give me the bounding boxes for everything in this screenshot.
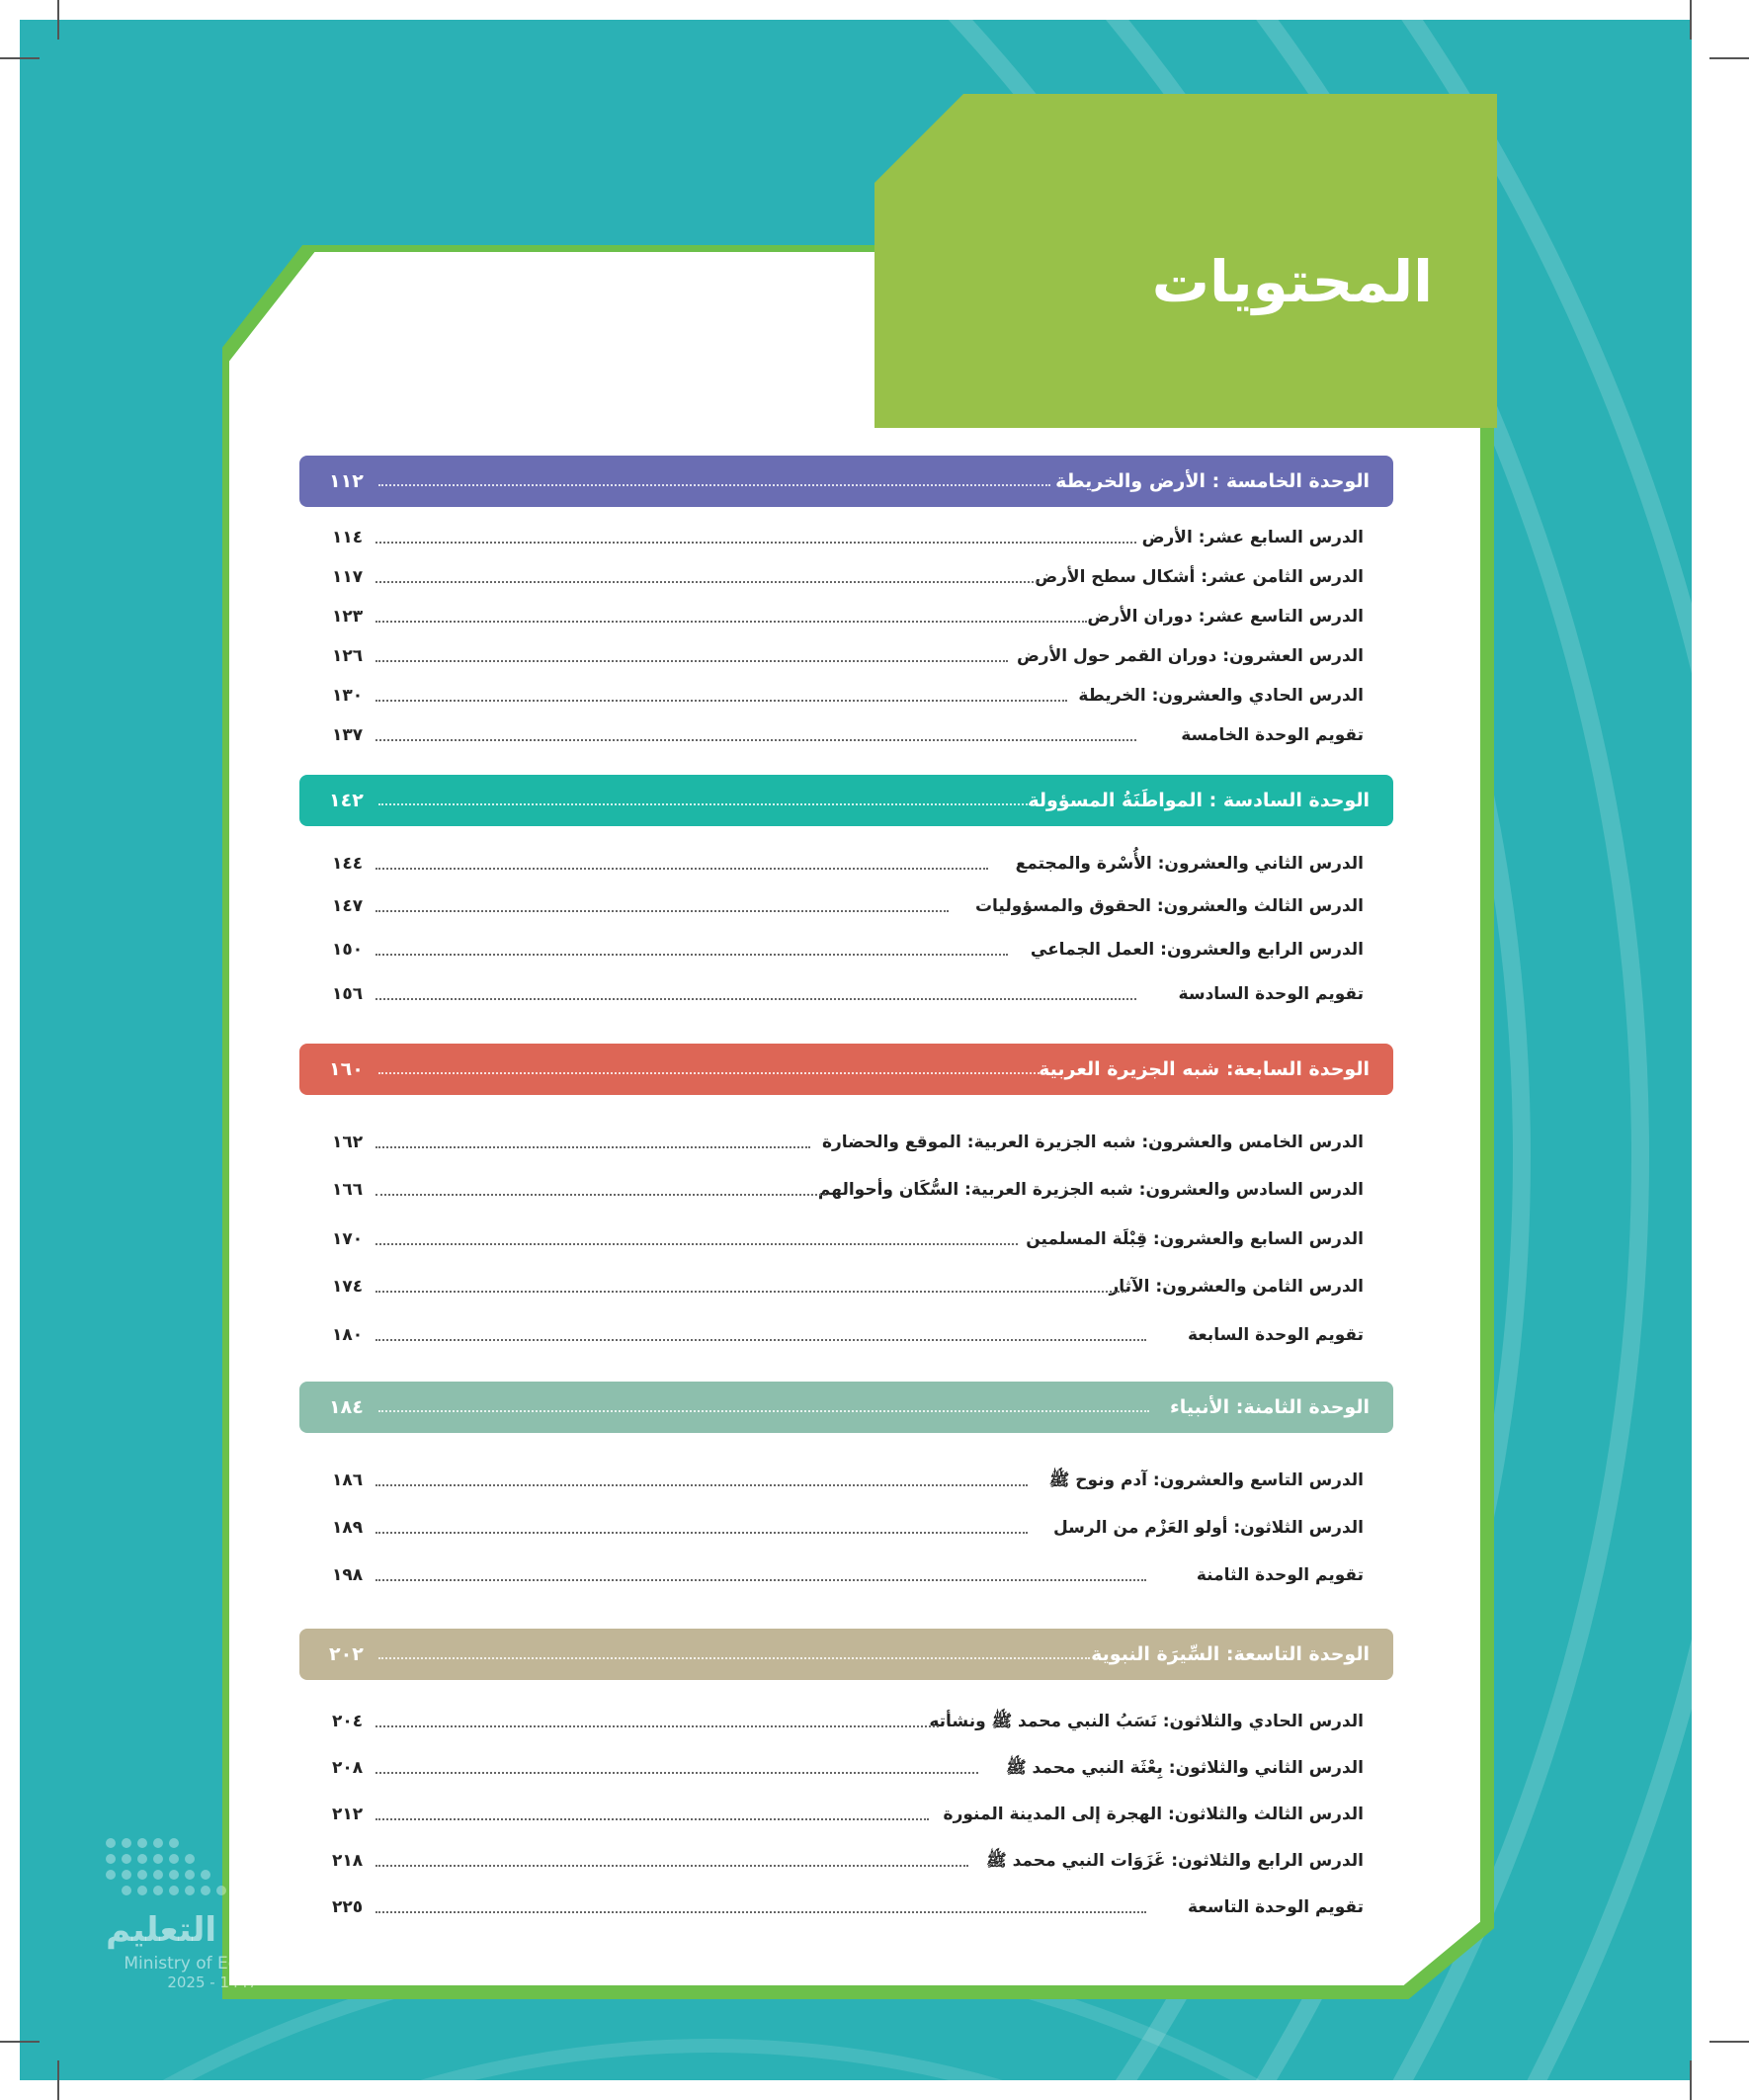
unit-title: الوحدة الثامنة: الأنبياء <box>1169 1396 1370 1418</box>
entry-page-number: ١٣٠ <box>332 686 364 706</box>
dot-leader <box>375 998 1136 1000</box>
entry-title: الدرس الرابع والعشرون: العمل الجماعي <box>1030 940 1364 960</box>
unit-header-6[interactable] <box>299 775 1393 826</box>
crop-mark <box>57 0 59 40</box>
entry-title: الدرس الرابع والثلاثون: غَزَوَات النبي محمد ﷺ <box>986 1851 1364 1871</box>
dot-leader <box>375 1146 810 1148</box>
toc-entry[interactable] <box>326 890 1364 922</box>
unit-title: الوحدة التاسعة: السِّيرَة النبوية <box>1091 1643 1370 1665</box>
ministry-dots-logo-icon <box>99 1823 326 1912</box>
entry-title: الدرس الثامن والعشرون: الآثار <box>1109 1277 1364 1297</box>
toc-entry[interactable] <box>326 561 1364 593</box>
unit-title: الوحدة السادسة : المواطَنَةُ المسؤولة <box>1028 790 1370 811</box>
dot-leader <box>378 803 1031 805</box>
entry-title: الدرس العشرون: دوران القمر حول الأرض <box>1016 646 1364 666</box>
entry-page-number: ١٥٦ <box>332 984 364 1004</box>
entry-page-number: ١٢٦ <box>332 646 364 666</box>
entry-title: الدرس الثاني والعشرون: الأُسْرة والمجتمع <box>1015 854 1364 874</box>
crop-mark <box>1709 57 1749 59</box>
crop-mark <box>1690 2060 1692 2100</box>
entry-title: الدرس السابع والعشرون: قِبْلَة المسلمين <box>1026 1229 1364 1249</box>
unit-page-number: ١١٢ <box>329 470 364 492</box>
entry-page-number: ١٥٠ <box>332 940 364 960</box>
entry-page-number: ٢٢٥ <box>332 1897 364 1917</box>
entry-title: الدرس التاسع عشر: دوران الأرض <box>1087 607 1364 627</box>
entry-page-number: ٢٠٤ <box>332 1712 364 1731</box>
dot-leader <box>375 739 1136 741</box>
dot-leader <box>378 1410 1149 1412</box>
toc-entry[interactable] <box>326 1752 1364 1784</box>
entry-page-number: ١٨٦ <box>332 1470 364 1490</box>
dot-leader <box>375 1291 1126 1293</box>
entry-page-number: ١٦٦ <box>332 1180 364 1200</box>
logo-english-text: Ministry of Education <box>124 1954 301 1974</box>
dot-leader <box>375 1484 1028 1486</box>
toc-entry[interactable] <box>326 1845 1364 1877</box>
toc-entry[interactable] <box>326 1706 1364 1737</box>
entry-title: تقويم الوحدة التاسعة <box>1188 1897 1364 1917</box>
toc-entry[interactable] <box>326 1127 1364 1158</box>
entry-title: الدرس التاسع والعشرون: آدم ونوح ﷺ <box>1048 1470 1364 1490</box>
dot-leader <box>375 542 1136 544</box>
dot-leader <box>375 1579 1146 1581</box>
entry-title: الدرس السابع عشر: الأرض <box>1141 528 1364 547</box>
toc-entry[interactable] <box>326 978 1364 1010</box>
entry-title: تقويم الوحدة السادسة <box>1178 984 1364 1004</box>
dot-leader <box>375 1911 1146 1913</box>
unit-header-7[interactable] <box>299 1044 1393 1095</box>
dot-leader <box>375 1532 1028 1534</box>
dot-leader <box>378 1072 1050 1074</box>
logo-year-text: 2025 - 1447 <box>167 1974 258 1991</box>
crop-mark <box>1709 2041 1749 2043</box>
entry-page-number: ١٨٩ <box>332 1518 364 1538</box>
entry-title: الدرس الثالث والثلاثون: الهجرة إلى المدينة المنورة <box>943 1805 1364 1824</box>
dot-leader <box>378 484 1050 486</box>
toc-entry[interactable] <box>326 1799 1364 1830</box>
toc-entry[interactable] <box>326 1319 1364 1351</box>
toc-entry[interactable] <box>326 934 1364 966</box>
unit-title: الوحدة الخامسة : الأرض والخريطة <box>1055 470 1370 492</box>
ministry-logo <box>99 1823 326 1991</box>
entry-title: تقويم الوحدة السابعة <box>1188 1325 1364 1345</box>
logo-arabic-text: وزارة التعليم <box>106 1910 319 1950</box>
entry-page-number: ٢١٨ <box>332 1851 364 1871</box>
entry-page-number: ١٤٤ <box>332 854 364 874</box>
toc-entry[interactable] <box>326 848 1364 880</box>
entry-title: الدرس الثاني والثلاثون: بِعْثَة النبي محمد ﷺ <box>1006 1758 1364 1778</box>
entry-page-number: ١٣٧ <box>332 725 364 745</box>
entry-title: تقويم الوحدة الخامسة <box>1181 725 1364 745</box>
entry-page-number: ١٩٨ <box>332 1565 364 1585</box>
crop-mark <box>57 2060 59 2100</box>
entry-page-number: ١٨٠ <box>332 1325 364 1345</box>
unit-title: الوحدة السابعة: شبه الجزيرة العربية <box>1039 1058 1370 1080</box>
entry-title: الدرس السادس والعشرون: شبه الجزيرة العربية: السُّكَان وأحوالهم <box>817 1180 1364 1200</box>
entry-page-number: ٢١٢ <box>332 1805 364 1824</box>
content-frame <box>222 245 1510 2002</box>
unit-header-9[interactable] <box>299 1629 1393 1680</box>
dot-leader <box>378 1657 1090 1659</box>
toc-entry[interactable] <box>326 601 1364 632</box>
dot-leader <box>375 1725 939 1727</box>
entry-title: الدرس الثامن عشر: أشكال سطح الأرض <box>1035 567 1364 587</box>
dot-leader <box>375 1865 968 1867</box>
toc-entry[interactable] <box>326 1559 1364 1591</box>
dot-leader <box>375 954 1008 956</box>
toc-entry[interactable] <box>326 719 1364 751</box>
unit-page-number: ١٤٢ <box>329 790 364 811</box>
crop-mark <box>0 57 40 59</box>
dot-leader <box>375 1194 825 1196</box>
entry-page-number: ٢٠٨ <box>332 1758 364 1778</box>
crop-mark <box>0 2041 40 2043</box>
entry-title: الدرس الثلاثون: أولو العَزْم من الرسل <box>1052 1518 1364 1538</box>
dot-leader <box>375 910 949 912</box>
entry-page-number: ١٤٧ <box>332 896 364 916</box>
entry-page-number: ١٧٠ <box>332 1229 364 1249</box>
toc-entry[interactable] <box>326 640 1364 672</box>
dot-leader <box>375 1339 1146 1341</box>
entry-title: الدرس الحادي والعشرون: الخريطة <box>1078 686 1364 706</box>
entry-title: تقويم الوحدة الثامنة <box>1196 1565 1364 1585</box>
entry-title: الدرس الثالث والعشرون: الحقوق والمسؤوليات <box>974 896 1364 916</box>
toc-entry[interactable] <box>326 1271 1364 1302</box>
entry-page-number: ١١٤ <box>332 528 364 547</box>
entry-page-number: ١٢٣ <box>332 607 364 627</box>
unit-page-number: ٢٠٢ <box>329 1643 364 1665</box>
toc-entry[interactable] <box>326 1174 1364 1206</box>
dot-leader <box>375 700 1067 702</box>
toc-entry[interactable] <box>326 680 1364 712</box>
crop-mark <box>1690 0 1692 40</box>
toc-entry[interactable] <box>326 522 1364 553</box>
dot-leader <box>375 1243 1018 1245</box>
toc-entry[interactable] <box>326 1512 1364 1544</box>
toc-entry[interactable] <box>326 1891 1364 1923</box>
toc-entry[interactable] <box>326 1465 1364 1496</box>
entry-title: الدرس الخامس والعشرون: شبه الجزيرة العربية: الموقع والحضارة <box>821 1133 1364 1152</box>
unit-header-8[interactable] <box>299 1382 1393 1433</box>
dot-leader <box>375 1772 978 1774</box>
dot-leader <box>375 581 1038 583</box>
entry-page-number: ١٦٢ <box>332 1133 364 1152</box>
entry-title: الدرس الحادي والثلاثون: نَسَبُ النبي محمد ﷺ ونشأته <box>929 1712 1364 1731</box>
toc-entry[interactable] <box>326 1223 1364 1255</box>
dot-leader <box>375 1818 929 1820</box>
unit-page-number: ١٦٠ <box>329 1058 364 1080</box>
dot-leader <box>375 868 988 870</box>
page-title: المحتويات <box>1151 248 1433 315</box>
dot-leader <box>375 660 1008 662</box>
entry-page-number: ١٧٤ <box>332 1277 364 1297</box>
unit-header-5[interactable] <box>299 456 1393 507</box>
dot-leader <box>375 621 1087 623</box>
unit-page-number: ١٨٤ <box>329 1396 364 1418</box>
entry-page-number: ١١٧ <box>332 567 364 587</box>
